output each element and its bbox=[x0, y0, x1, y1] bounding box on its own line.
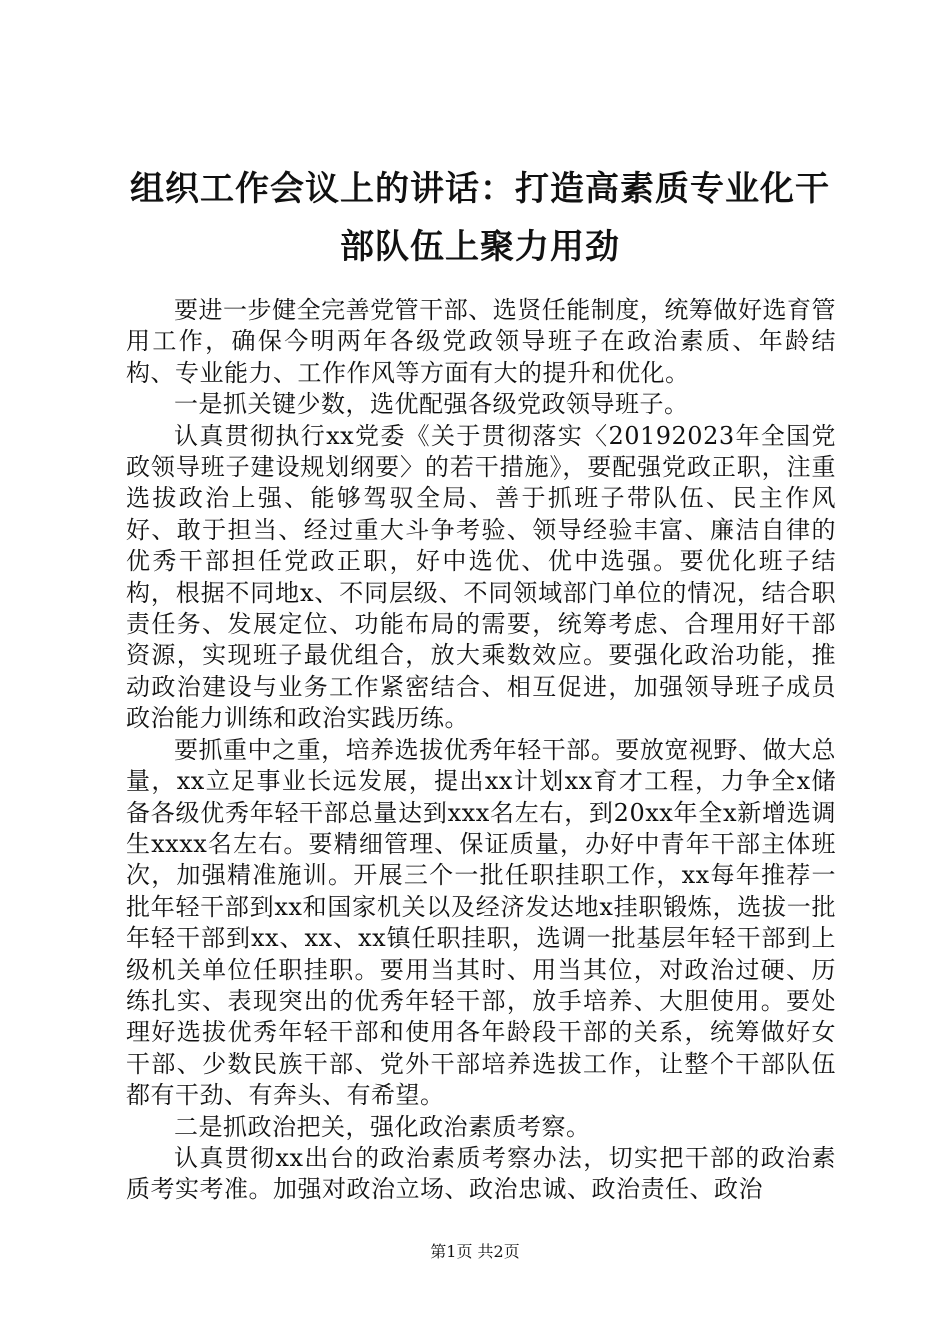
paragraph-intro: 要进一步健全完善党管干部、选贤任能制度，统筹做好选育管用工作，确保今明两年各级党政领导班子在政治素质、年龄结构、专业能力、工作作风等方面有大的提升和优化。 bbox=[126, 296, 836, 387]
page-footer: 第1页 共2页 bbox=[430, 1242, 520, 1261]
title-line-2: 部队伍上聚力用劲 bbox=[340, 227, 620, 267]
paragraph-young-cadres: 要抓重中之重，培养选拔优秀年轻干部。要放宽视野、做大总量，xx立足事业长远发展，提出xx计划xx育才工程，力争全x储备各级优秀年轻干部总量达到xxx名左右，到20xx年全x新增选调生xxxx名左右。要精细管理、保证质量，办好中青年干部主体班次，加强精准施训。开展三个一批任职挂职工作，xx每年推荐一批年轻干部到xx和国家机关以及经济发达地x挂职锻炼，选拔一批年轻干部到xx、xx、xx镇任职挂职，选调一批基层年轻干部到上级机关单位任职挂职。要用当其时、用当其位，对政治过硬、历练扎实、表现突出的优秀年轻干部，放手培养、大胆使用。要处理好选拔优秀年轻干部和使用各年龄段干部的关系，统筹做好女干部、少数民族干部、党外干部培养选拔工作，让整个干部队伍都有干劲、有奔头、有希望。 bbox=[126, 735, 836, 1110]
paragraph-leadership: 认真贯彻执行xx党委《关于贯彻落实〈20192023年全国党政领导班子建设规划纲要〉的若干措施》，要配强党政正职，注重选拔政治上强、能够驾驭全局、善于抓班子带队伍、民主作风好、敢于担当、经过重大斗争考验、领导经验丰富、廉洁自律的优秀干部担任党政正职，好中选优、优中选强。要优化班子结构，根据不同地x、不同层级、不同领域部门单位的情况，结合职责任务、发展定位、功能布局的需要，统筹考虑、合理用好干部资源，实现班子最优组合，放大乘数效应。要强化政治功能，推动政治建设与业务工作紧密结合、相互促进，加强领导班子成员政治能力训练和政治实践历练。 bbox=[126, 421, 836, 733]
title-line-1: 组织工作会议上的讲话：打造高素质专业化干 bbox=[130, 169, 830, 209]
paragraph-political-review: 认真贯彻xx出台的政治素质考察办法，切实把干部的政治素质考实考准。加强对政治立场、政治忠诚、政治责任、政治 bbox=[126, 1143, 836, 1204]
section-heading-2: 二是抓政治把关，强化政治素质考察。 bbox=[174, 1112, 591, 1141]
document-body bbox=[126, 295, 836, 1206]
section-heading-1: 一是抓关键少数，选优配强各级党政领导班子。 bbox=[174, 390, 689, 419]
document-title bbox=[120, 160, 840, 276]
